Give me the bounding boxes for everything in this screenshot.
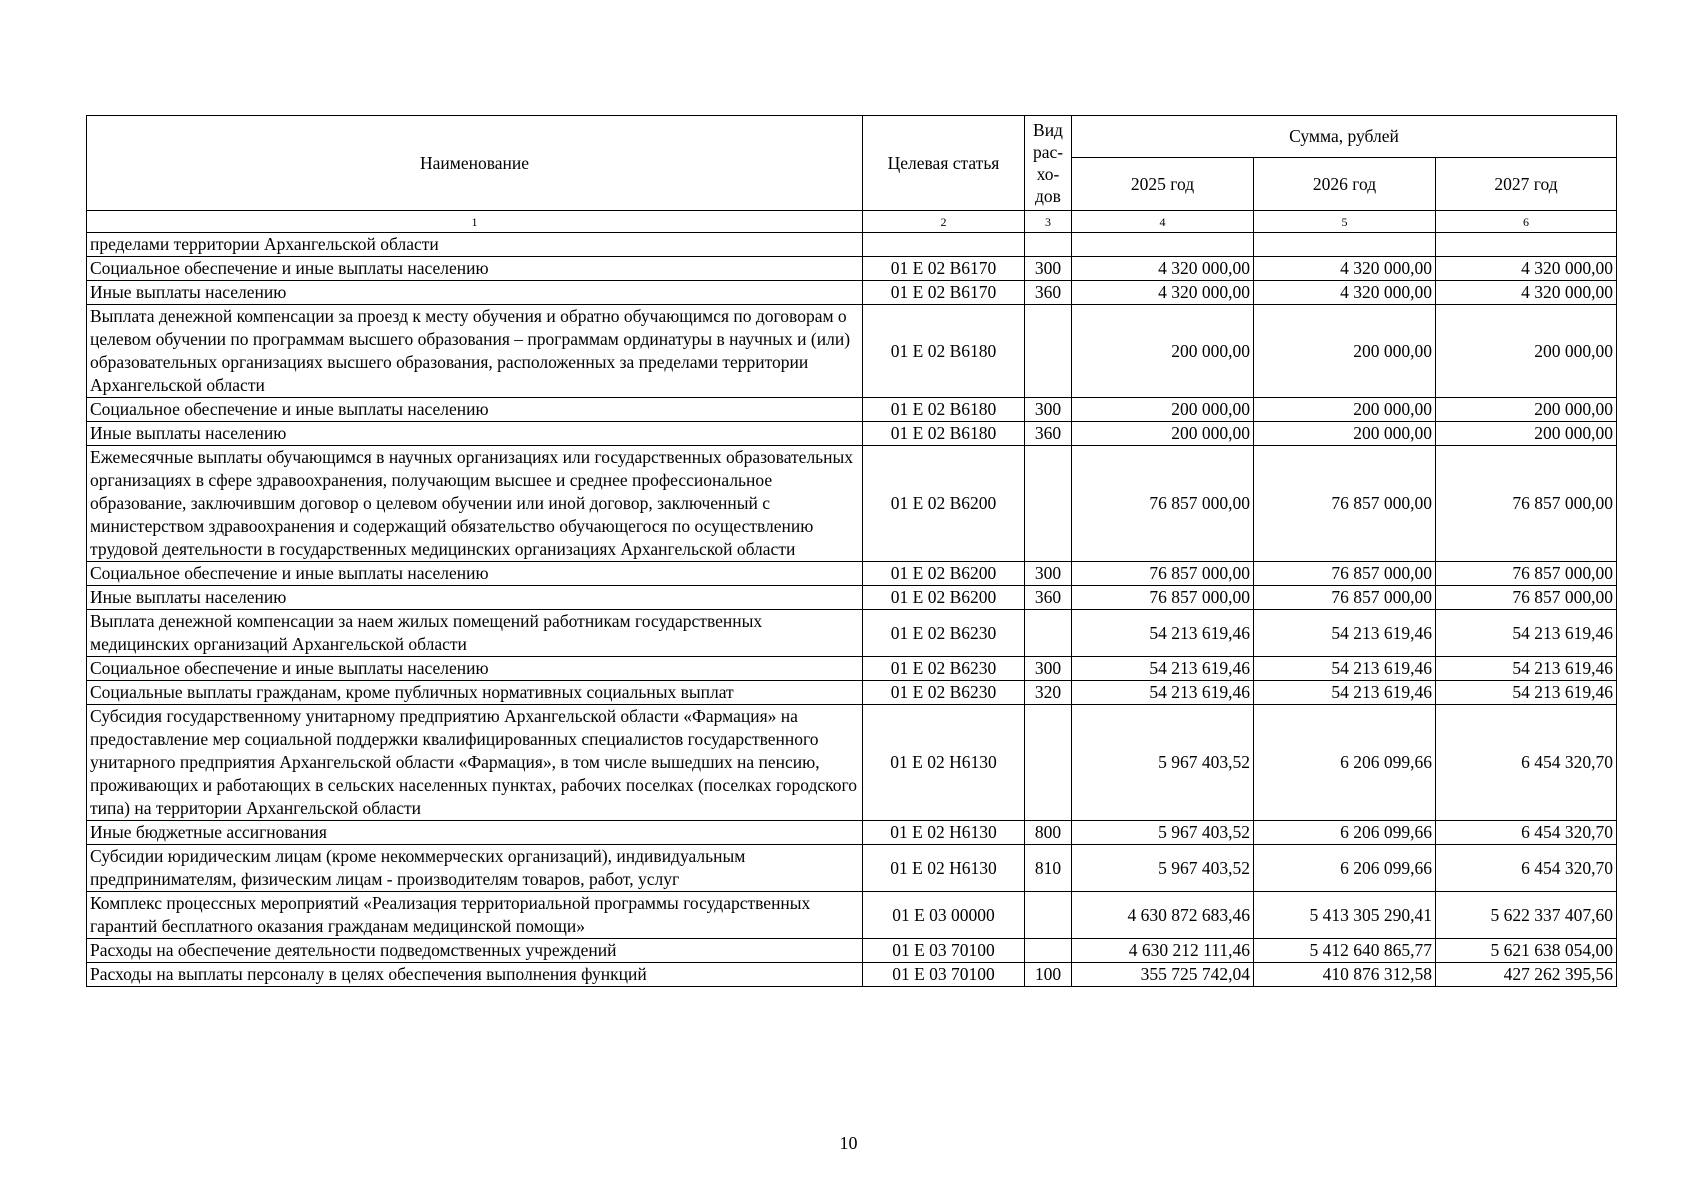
column-number: 2	[863, 211, 1025, 233]
row-name: Иные выплаты населению	[87, 586, 863, 610]
row-name: Комплекс процессных мероприятий «Реализация территориальной программы государственных гарантий бесплатного оказания гражданам медицинской помощи»	[87, 892, 863, 939]
table-row	[87, 257, 1617, 281]
row-target-article: 01 Е 03 70100	[863, 939, 1025, 963]
row-amount-2027: 6 454 320,70	[1436, 821, 1617, 845]
header-expense-kind: Вид рас-хо-дов	[1025, 116, 1072, 211]
row-expense-kind: 300	[1025, 562, 1072, 586]
row-amount-2026: 5 413 305 290,41	[1254, 892, 1436, 939]
row-expense-kind: 300	[1025, 398, 1072, 422]
row-amount-2026: 6 206 099,66	[1254, 821, 1436, 845]
row-amount-2025: 76 857 000,00	[1072, 446, 1254, 562]
row-target-article: 01 Е 03 70100	[863, 963, 1025, 987]
row-target-article: 01 Е 02 В6230	[863, 657, 1025, 681]
row-amount-2025: 4 320 000,00	[1072, 281, 1254, 305]
row-name: Ежемесячные выплаты обучающимся в научных организациях или государственных образовательных организациях в сфере здравоохранения, получающим высшее и среднее профессиональное образование, заключившим договор о целевом обучении или иной договор, заключенный с министерством здравоохранения и содержащий обязательство обучающегося по осуществлению трудовой деятельности в государственных медицинских организациях Архангельской области	[87, 446, 863, 562]
row-amount-2025	[1072, 233, 1254, 257]
header-2026: 2026 год	[1254, 158, 1436, 211]
row-expense-kind: 320	[1025, 681, 1072, 705]
table-row	[87, 657, 1617, 681]
row-amount-2027: 54 213 619,46	[1436, 610, 1617, 657]
row-amount-2027: 5 621 638 054,00	[1436, 939, 1617, 963]
row-amount-2026: 6 206 099,66	[1254, 705, 1436, 821]
row-target-article: 01 Е 02 В6180	[863, 398, 1025, 422]
table-body	[87, 233, 1617, 987]
row-expense-kind	[1025, 446, 1072, 562]
row-expense-kind	[1025, 233, 1072, 257]
row-amount-2025: 4 630 212 111,46	[1072, 939, 1254, 963]
row-amount-2026: 54 213 619,46	[1254, 610, 1436, 657]
header-sum: Сумма, рублей	[1072, 116, 1617, 158]
row-name: Иные выплаты населению	[87, 281, 863, 305]
row-expense-kind: 800	[1025, 821, 1072, 845]
row-target-article: 01 Е 02 Н6130	[863, 705, 1025, 821]
row-name: Социальное обеспечение и иные выплаты населению	[87, 257, 863, 281]
table-row	[87, 963, 1617, 987]
row-amount-2027: 5 622 337 407,60	[1436, 892, 1617, 939]
row-target-article: 01 Е 02 В6200	[863, 562, 1025, 586]
row-amount-2026: 200 000,00	[1254, 398, 1436, 422]
row-amount-2026	[1254, 233, 1436, 257]
table-row	[87, 681, 1617, 705]
row-name: Выплата денежной компенсации за наем жилых помещений работникам государственных медицинских организаций Архангельской области	[87, 610, 863, 657]
table-row	[87, 398, 1617, 422]
row-expense-kind: 360	[1025, 281, 1072, 305]
row-amount-2025: 76 857 000,00	[1072, 562, 1254, 586]
column-number: 5	[1254, 211, 1436, 233]
row-amount-2025: 5 967 403,52	[1072, 705, 1254, 821]
row-amount-2027: 76 857 000,00	[1436, 562, 1617, 586]
row-amount-2026: 200 000,00	[1254, 305, 1436, 398]
row-expense-kind	[1025, 610, 1072, 657]
row-amount-2027: 427 262 395,56	[1436, 963, 1617, 987]
header-name: Наименование	[87, 116, 863, 211]
row-amount-2025: 4 630 872 683,46	[1072, 892, 1254, 939]
row-amount-2027: 200 000,00	[1436, 422, 1617, 446]
row-name: Расходы на выплаты персоналу в целях обеспечения выполнения функций	[87, 963, 863, 987]
row-name: Иные выплаты населению	[87, 422, 863, 446]
row-name: Социальное обеспечение и иные выплаты населению	[87, 562, 863, 586]
row-amount-2027: 76 857 000,00	[1436, 446, 1617, 562]
row-name: Субсидия государственному унитарному предприятию Архангельской области «Фармация» на предоставление мер социальной поддержки квалифицированных специалистов государственного унитарного предприятия Архангельской области «Фармация», в том числе вышедших на пенсию, проживающих и работающих в сельских населенных пунктах, рабочих поселках (поселках городского типа) на территории Архангельской области	[87, 705, 863, 821]
table-row	[87, 305, 1617, 398]
row-amount-2025: 54 213 619,46	[1072, 681, 1254, 705]
row-amount-2026: 6 206 099,66	[1254, 845, 1436, 892]
row-amount-2026: 4 320 000,00	[1254, 257, 1436, 281]
row-expense-kind: 300	[1025, 257, 1072, 281]
row-name: Выплата денежной компенсации за проезд к месту обучения и обратно обучающимся по договорам о целевом обучении по программам высшего образования – программам ординатуры в научных и (или) образовательных организациях высшего образования, расположенных за пределами территории Архангельской области	[87, 305, 863, 398]
row-target-article: 01 Е 02 В6230	[863, 681, 1025, 705]
row-amount-2027: 54 213 619,46	[1436, 657, 1617, 681]
row-amount-2026: 76 857 000,00	[1254, 586, 1436, 610]
table-row	[87, 586, 1617, 610]
row-target-article: 01 Е 02 В6200	[863, 446, 1025, 562]
column-number: 4	[1072, 211, 1254, 233]
row-amount-2027: 6 454 320,70	[1436, 845, 1617, 892]
row-amount-2027: 4 320 000,00	[1436, 257, 1617, 281]
table-row	[87, 610, 1617, 657]
row-amount-2026: 76 857 000,00	[1254, 446, 1436, 562]
column-number: 3	[1025, 211, 1072, 233]
row-target-article: 01 Е 02 Н6130	[863, 821, 1025, 845]
row-target-article	[863, 233, 1025, 257]
row-amount-2025: 54 213 619,46	[1072, 657, 1254, 681]
row-amount-2025: 5 967 403,52	[1072, 821, 1254, 845]
row-amount-2025: 54 213 619,46	[1072, 610, 1254, 657]
row-amount-2025: 5 967 403,52	[1072, 845, 1254, 892]
row-amount-2027: 4 320 000,00	[1436, 281, 1617, 305]
row-amount-2025: 200 000,00	[1072, 398, 1254, 422]
table-row	[87, 233, 1617, 257]
row-expense-kind: 300	[1025, 657, 1072, 681]
row-amount-2027: 76 857 000,00	[1436, 586, 1617, 610]
table-row	[87, 705, 1617, 821]
row-amount-2026: 5 412 640 865,77	[1254, 939, 1436, 963]
row-amount-2025: 200 000,00	[1072, 422, 1254, 446]
row-name: Социальное обеспечение и иные выплаты населению	[87, 657, 863, 681]
row-expense-kind	[1025, 705, 1072, 821]
header-2027: 2027 год	[1436, 158, 1617, 211]
row-amount-2026: 200 000,00	[1254, 422, 1436, 446]
table-row	[87, 422, 1617, 446]
row-target-article: 01 Е 02 Н6130	[863, 845, 1025, 892]
row-amount-2027: 200 000,00	[1436, 398, 1617, 422]
row-target-article: 01 Е 02 В6180	[863, 305, 1025, 398]
document-page	[86, 115, 1616, 987]
row-amount-2027: 6 454 320,70	[1436, 705, 1617, 821]
table-row	[87, 446, 1617, 562]
row-expense-kind	[1025, 939, 1072, 963]
row-amount-2026: 76 857 000,00	[1254, 562, 1436, 586]
table-row	[87, 821, 1617, 845]
row-name: Субсидии юридическим лицам (кроме некоммерческих организаций), индивидуальным предпринимателям, физическим лицам - производителям товаров, работ, услуг	[87, 845, 863, 892]
row-amount-2027	[1436, 233, 1617, 257]
row-amount-2026: 410 876 312,58	[1254, 963, 1436, 987]
row-expense-kind: 360	[1025, 586, 1072, 610]
row-name: пределами территории Архангельской области	[87, 233, 863, 257]
budget-table	[86, 115, 1617, 987]
row-amount-2027: 54 213 619,46	[1436, 681, 1617, 705]
row-expense-kind	[1025, 892, 1072, 939]
row-amount-2025: 76 857 000,00	[1072, 586, 1254, 610]
row-amount-2026: 54 213 619,46	[1254, 681, 1436, 705]
row-name: Иные бюджетные ассигнования	[87, 821, 863, 845]
column-number: 1	[87, 211, 863, 233]
table-row	[87, 562, 1617, 586]
page-number: 10	[839, 1133, 858, 1153]
row-expense-kind: 100	[1025, 963, 1072, 987]
header-2025: 2025 год	[1072, 158, 1254, 211]
row-target-article: 01 Е 02 В6200	[863, 586, 1025, 610]
row-target-article: 01 Е 02 В6170	[863, 257, 1025, 281]
row-target-article: 01 Е 02 В6180	[863, 422, 1025, 446]
row-expense-kind: 810	[1025, 845, 1072, 892]
row-expense-kind	[1025, 305, 1072, 398]
row-amount-2025: 200 000,00	[1072, 305, 1254, 398]
row-expense-kind: 360	[1025, 422, 1072, 446]
column-number: 6	[1436, 211, 1617, 233]
row-amount-2025: 4 320 000,00	[1072, 257, 1254, 281]
row-name: Социальное обеспечение и иные выплаты населению	[87, 398, 863, 422]
row-name: Расходы на обеспечение деятельности подведомственных учреждений	[87, 939, 863, 963]
row-target-article: 01 Е 02 В6170	[863, 281, 1025, 305]
row-amount-2026: 54 213 619,46	[1254, 657, 1436, 681]
table-row	[87, 281, 1617, 305]
row-amount-2027: 200 000,00	[1436, 305, 1617, 398]
row-amount-2026: 4 320 000,00	[1254, 281, 1436, 305]
table-row	[87, 845, 1617, 892]
column-numbers-row	[87, 211, 1617, 233]
header-target-article: Целевая статья	[863, 116, 1025, 211]
row-amount-2025: 355 725 742,04	[1072, 963, 1254, 987]
table-row	[87, 892, 1617, 939]
table-row	[87, 939, 1617, 963]
row-name: Социальные выплаты гражданам, кроме публичных нормативных социальных выплат	[87, 681, 863, 705]
row-target-article: 01 Е 03 00000	[863, 892, 1025, 939]
row-target-article: 01 Е 02 В6230	[863, 610, 1025, 657]
